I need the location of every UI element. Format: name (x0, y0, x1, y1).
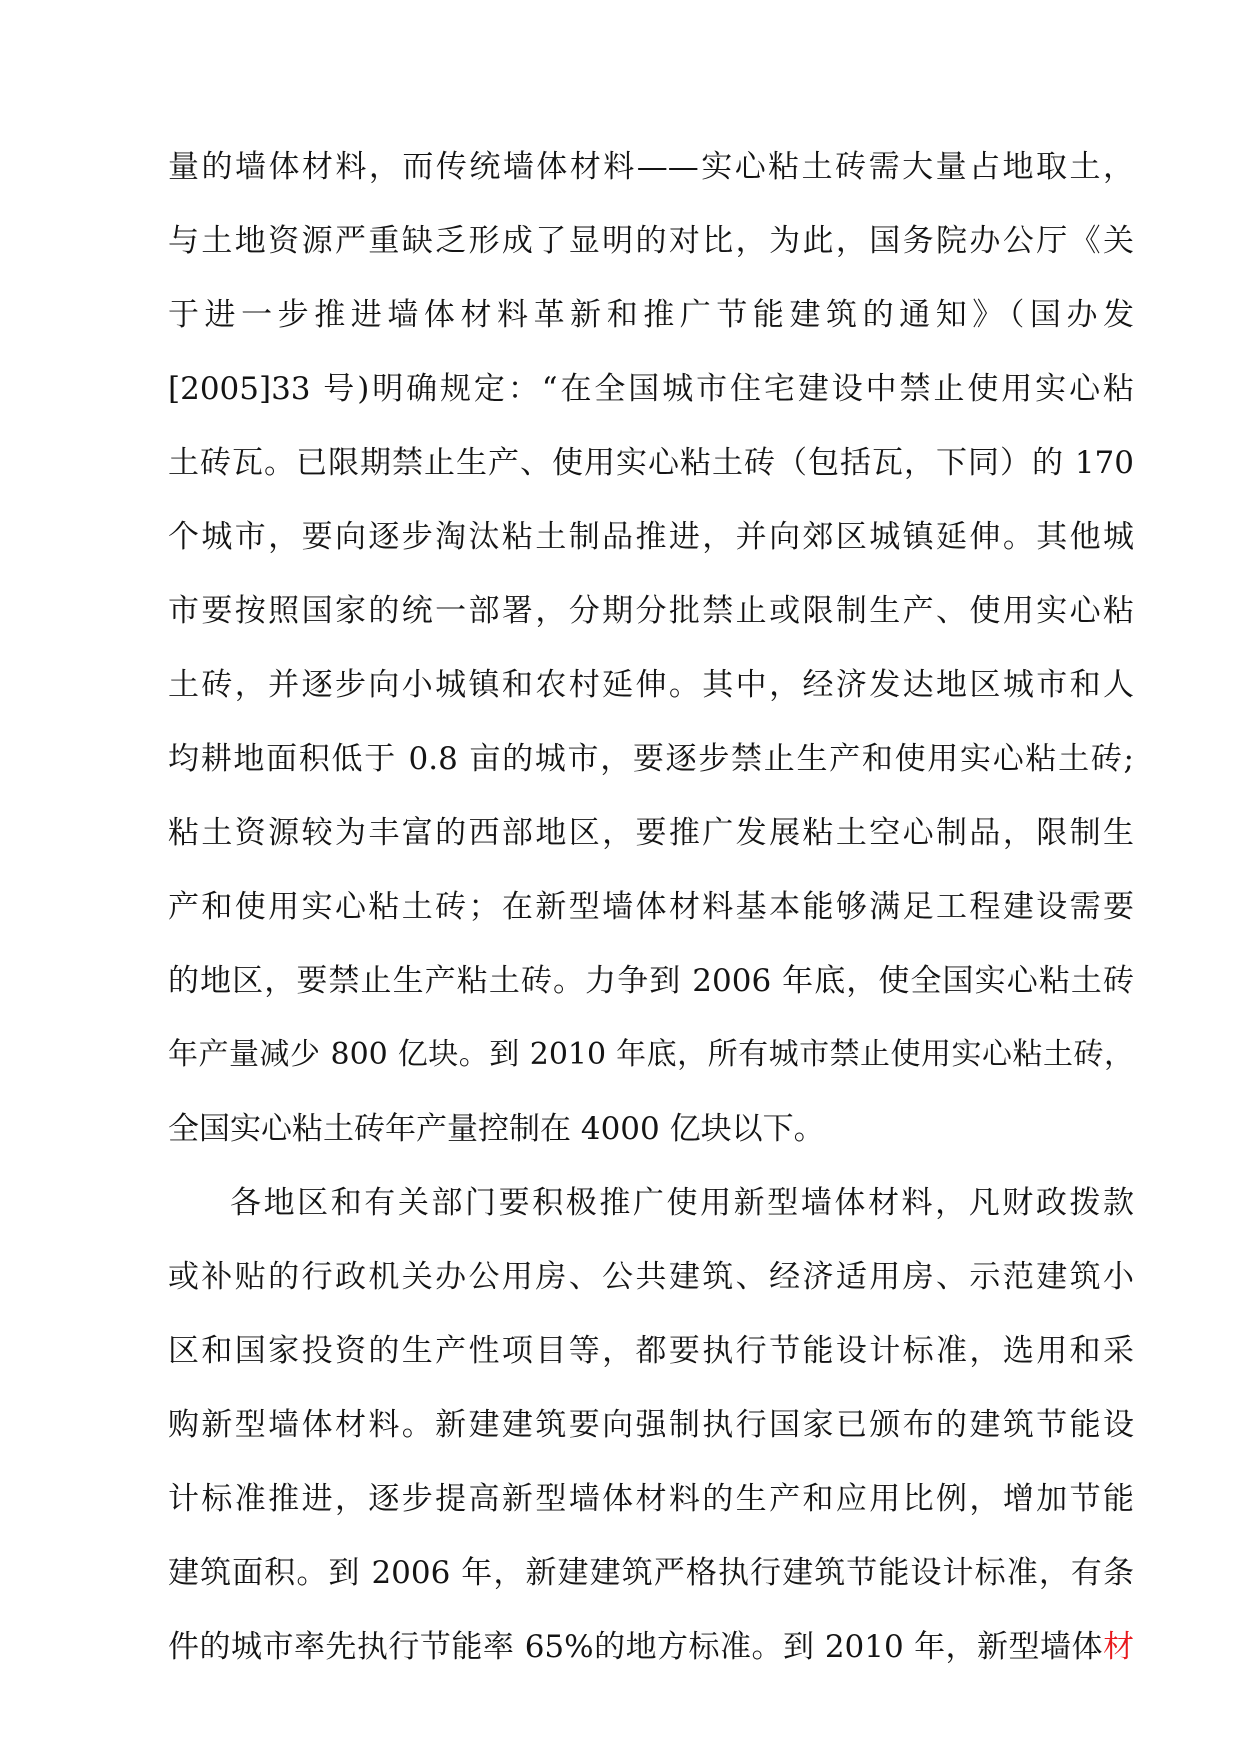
text-line: 市要按照国家的统一部署，分期分批禁止或限制生产、使用实心粘 (168, 593, 1134, 629)
text-line: 土砖，并逐步向小城镇和农村延伸。其中，经济发达地区城市和人 (168, 667, 1134, 703)
text-line: 个城市，要向逐步淘汰粘土制品推进，并向郊区城镇延伸。其他城 (168, 519, 1134, 555)
text-line: 粘土资源较为丰富的西部地区，要推广发展粘土空心制品，限制生 (168, 815, 1134, 851)
text-line: 计标准推进，逐步提高新型墙体材料的生产和应用比例，增加节能 (168, 1481, 1134, 1517)
text-line: 土砖瓦。已限期禁止生产、使用实心粘土砖（包括瓦，下同）的 170 (168, 445, 1134, 481)
text-line: 的地区，要禁止生产粘土砖。力争到 2006 年底，使全国实心粘土砖 (168, 963, 1134, 999)
text-line: 购新型墙体材料。新建建筑要向强制执行国家已颁布的建筑节能设 (168, 1407, 1134, 1443)
text-line: 产和使用实心粘土砖；在新型墙体材料基本能够满足工程建设需要 (168, 889, 1134, 925)
text-line: 均耕地面积低于 0.8 亩的城市，要逐步禁止生产和使用实心粘土砖; (168, 741, 1134, 777)
text-line: 各地区和有关部门要积极推广使用新型墙体材料，凡财政拨款 (230, 1185, 1134, 1221)
text-line: 区和国家投资的生产性项目等，都要执行节能设计标准，选用和采 (168, 1333, 1134, 1369)
text-segment: 件的城市率先执行节能率 65%的地方标准。到 2010 年，新型墙体 (168, 1629, 1103, 1665)
text-line-with-highlight (168, 1610, 1134, 1684)
text-line: 全国实心粘土砖年产量控制在 4000 亿块以下。 (168, 1111, 825, 1147)
text-line: 与土地资源严重缺乏形成了显明的对比，为此，国务院办公厅《关 (168, 223, 1134, 259)
text-line: 年产量减少 800 亿块。到 2010 年底，所有城市禁止使用实心粘土砖， (168, 1037, 1134, 1072)
highlighted-text: 材 (1103, 1629, 1134, 1665)
text-line: 量的墙体材料，而传统墙体材料——实心粘土砖需大量占地取土， (168, 149, 1134, 185)
text-line: [2005]33 号)明确规定：“在全国城市住宅建设中禁止使用实心粘 (168, 371, 1134, 407)
text-line: 建筑面积。到 2006 年，新建建筑严格执行建筑节能设计标准，有条 (168, 1555, 1134, 1591)
text-line: 于进一步推进墙体材料革新和推广节能建筑的通知》（国办发 (168, 297, 1134, 333)
text-line: 或补贴的行政机关办公用房、公共建筑、经济适用房、示范建筑小 (168, 1259, 1134, 1295)
